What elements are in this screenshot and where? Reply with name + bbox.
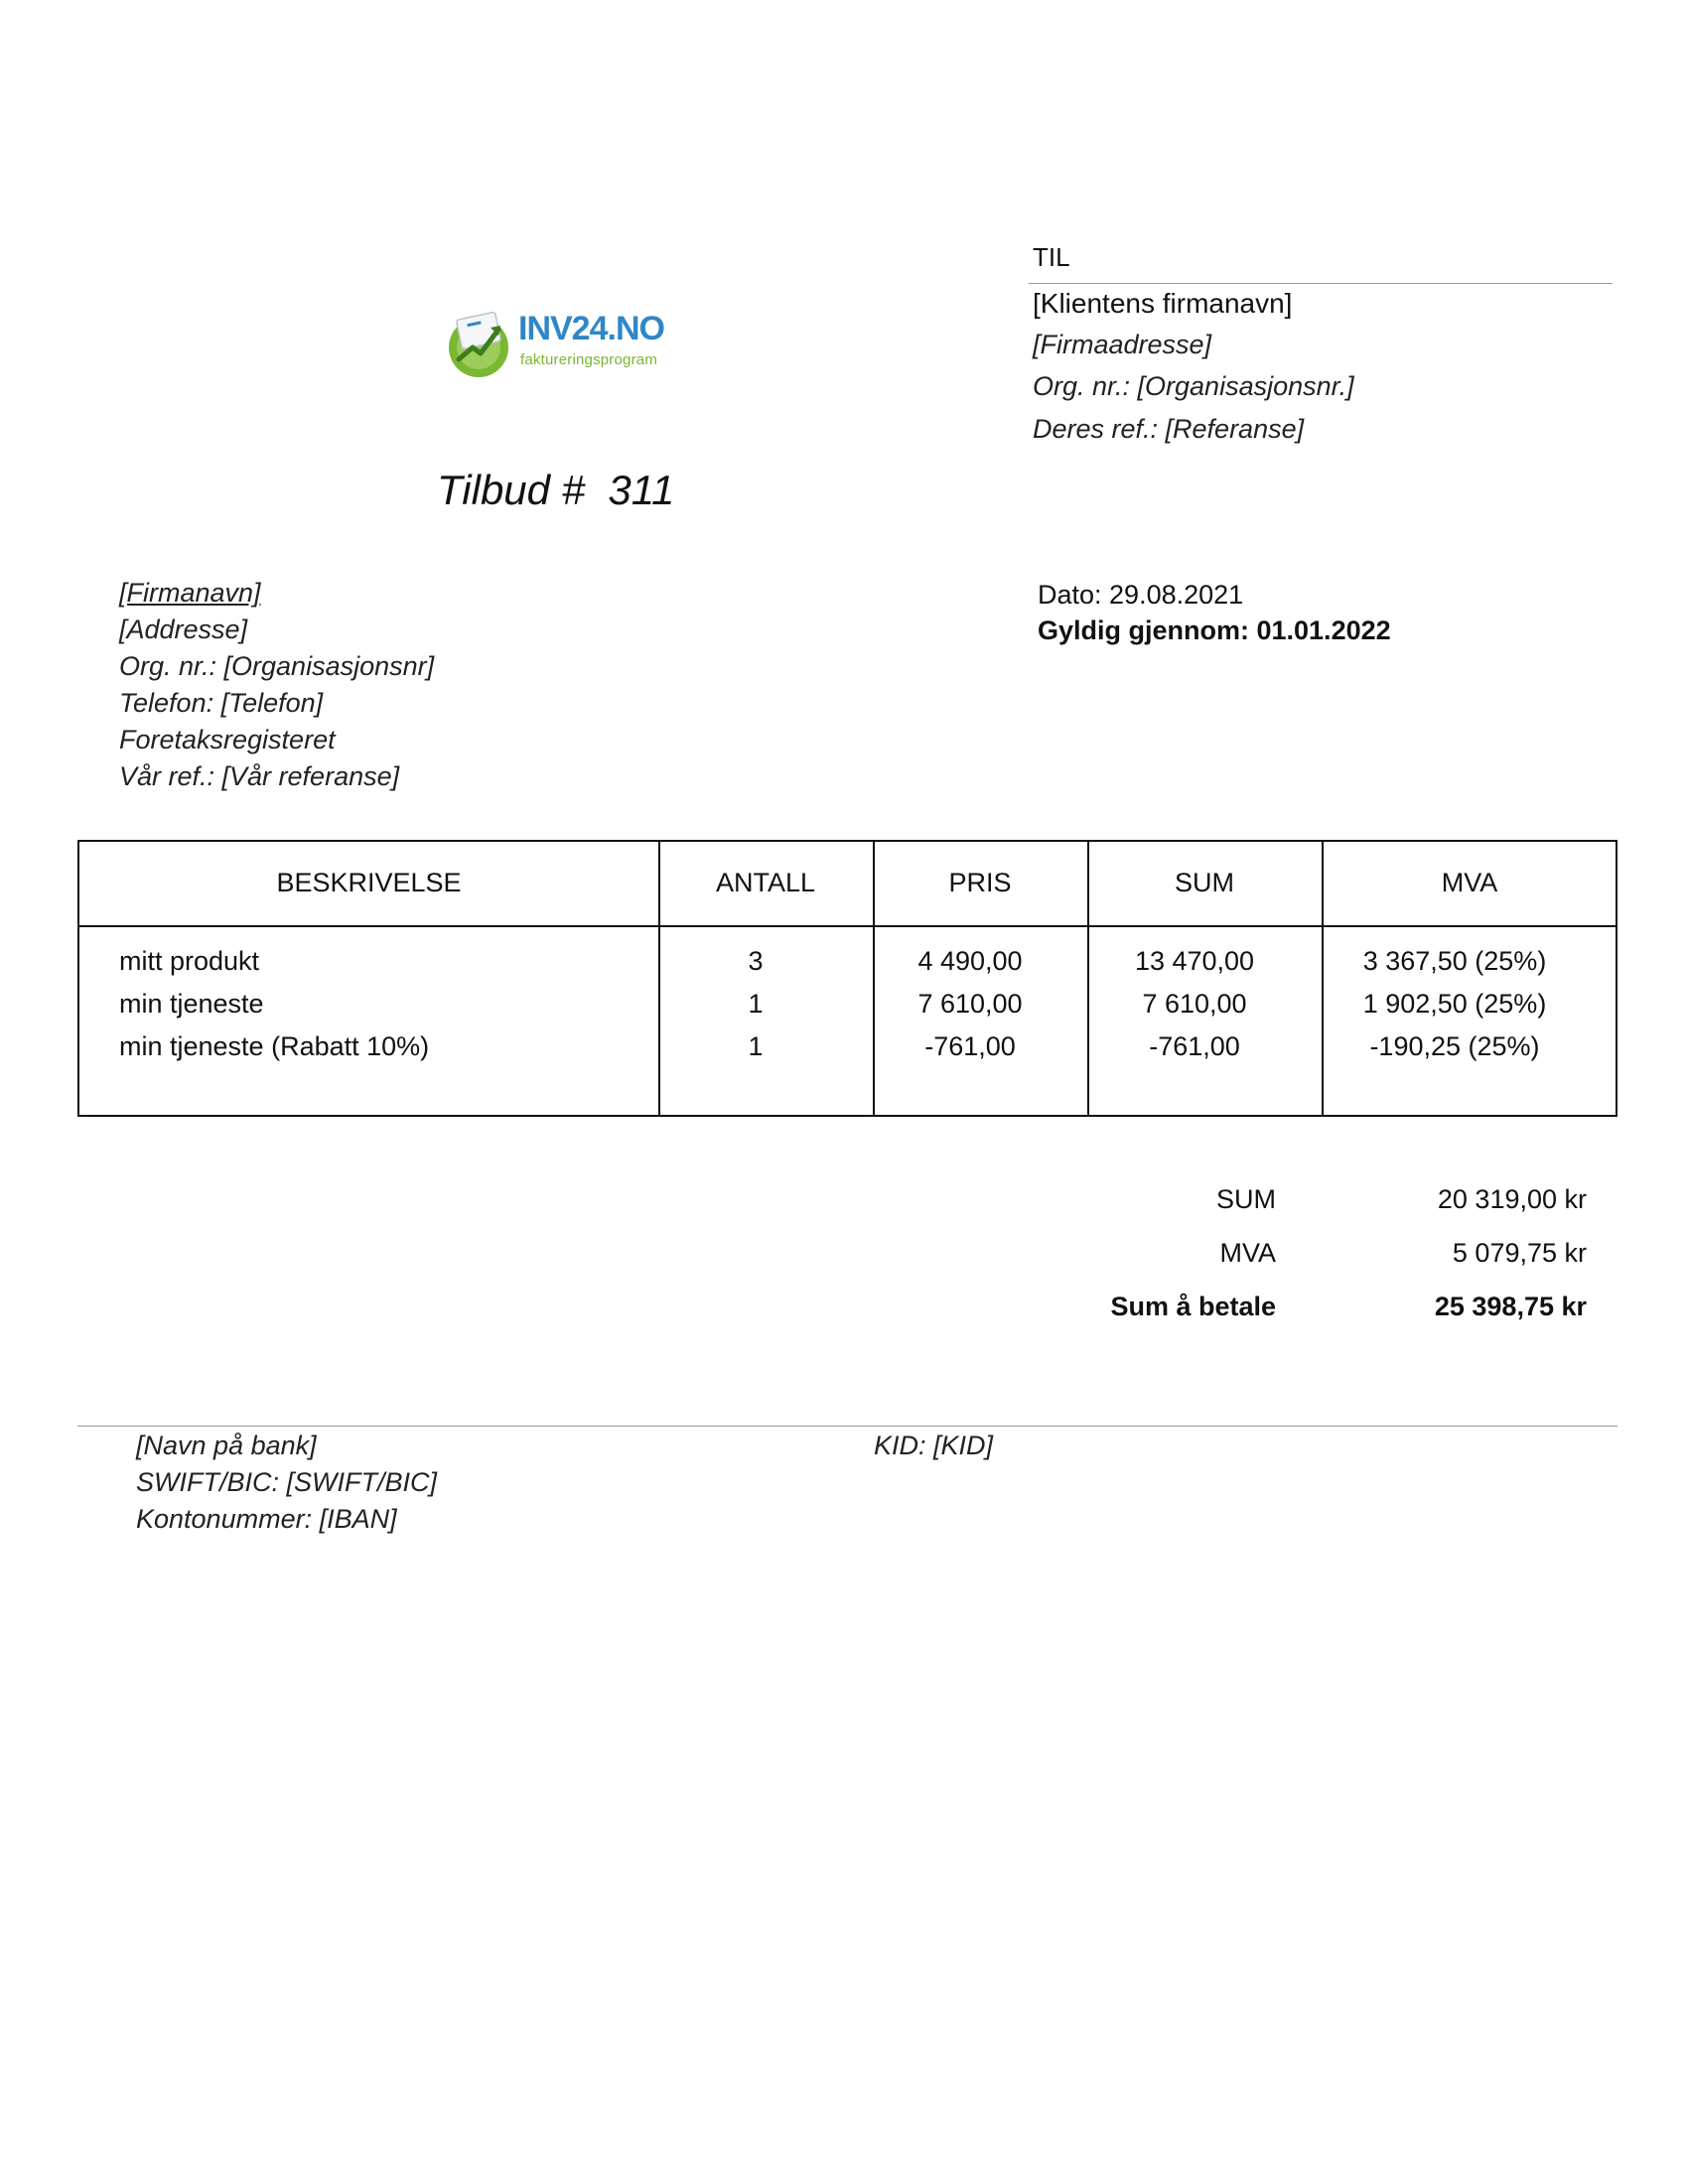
recipient-divider [1029,283,1613,284]
item-vat: 1 902,50 (25%) [1362,989,1547,1019]
sender-org: Org. nr.: [Organisasjonsnr] [119,651,435,681]
item-description: min tjeneste (Rabatt 10%) [119,1031,430,1061]
header-sum: SUM [1175,868,1234,897]
sender-phone: Telefon: [Telefon] [119,688,324,718]
item-vat: -190,25 (25%) [1369,1031,1540,1061]
recipient-address: [Firmaadresse] [1033,330,1212,359]
item-description: mitt produkt [119,946,260,976]
header-divider [79,925,1616,927]
company-logo [445,308,664,383]
amount-due-label: Sum å betale [1110,1292,1276,1321]
subtotal-value: 20 319,00 kr [1437,1184,1587,1214]
bank-name: [Navn på bank] [136,1431,317,1460]
item-price: -761,00 [924,1031,1016,1061]
kid-reference: KID: [KID] [874,1431,994,1460]
item-sum: 13 470,00 [1134,946,1255,976]
logo-tagline: faktureringsprogram [520,351,658,368]
item-vat: 3 367,50 (25%) [1362,946,1547,976]
item-price: 7 610,00 [917,989,1023,1019]
sender-company: [Firmanavn] [119,578,261,608]
header-vat: MVA [1441,868,1498,897]
sender-register: Foretaksregisteret [119,725,336,754]
chart-arrow-icon [445,308,516,379]
swift-bic: SWIFT/BIC: [SWIFT/BIC] [136,1467,437,1497]
item-sum: -761,00 [1149,1031,1240,1061]
sender-address: [Addresse] [119,614,248,644]
header-description: BESKRIVELSE [276,868,462,897]
offer-date: Dato: 29.08.2021 [1038,580,1244,610]
valid-until: Gyldig gjennom: 01.01.2022 [1038,615,1391,645]
logo-brand: INV24.NO [518,310,664,347]
recipient-label: TIL [1033,242,1070,272]
vat-total-value: 5 079,75 kr [1452,1238,1587,1268]
item-sum: 7 610,00 [1142,989,1247,1019]
items-table [77,840,1618,1117]
recipient-org: Org. nr.: [Organisasjonsnr.] [1033,371,1354,401]
account-number: Kontonummer: [IBAN] [136,1504,397,1534]
recipient-company: [Klientens firmanavn] [1033,288,1293,319]
header-quantity: ANTALL [715,868,816,897]
vat-total-label: MVA [1219,1238,1276,1268]
header-price: PRIS [948,868,1012,897]
item-description: min tjeneste [119,989,264,1019]
subtotal-label: SUM [1216,1184,1276,1214]
sender-ref: Vår ref.: [Vår referanse] [119,761,400,791]
recipient-ref: Deres ref.: [Referanse] [1033,414,1305,444]
item-quantity: 3 [748,946,764,976]
item-quantity: 1 [748,1031,764,1061]
document-title: Tilbud # 311 [437,467,675,513]
item-quantity: 1 [748,989,764,1019]
item-price: 4 490,00 [917,946,1023,976]
amount-due-value: 25 398,75 kr [1434,1292,1587,1321]
footer-divider [77,1426,1618,1427]
